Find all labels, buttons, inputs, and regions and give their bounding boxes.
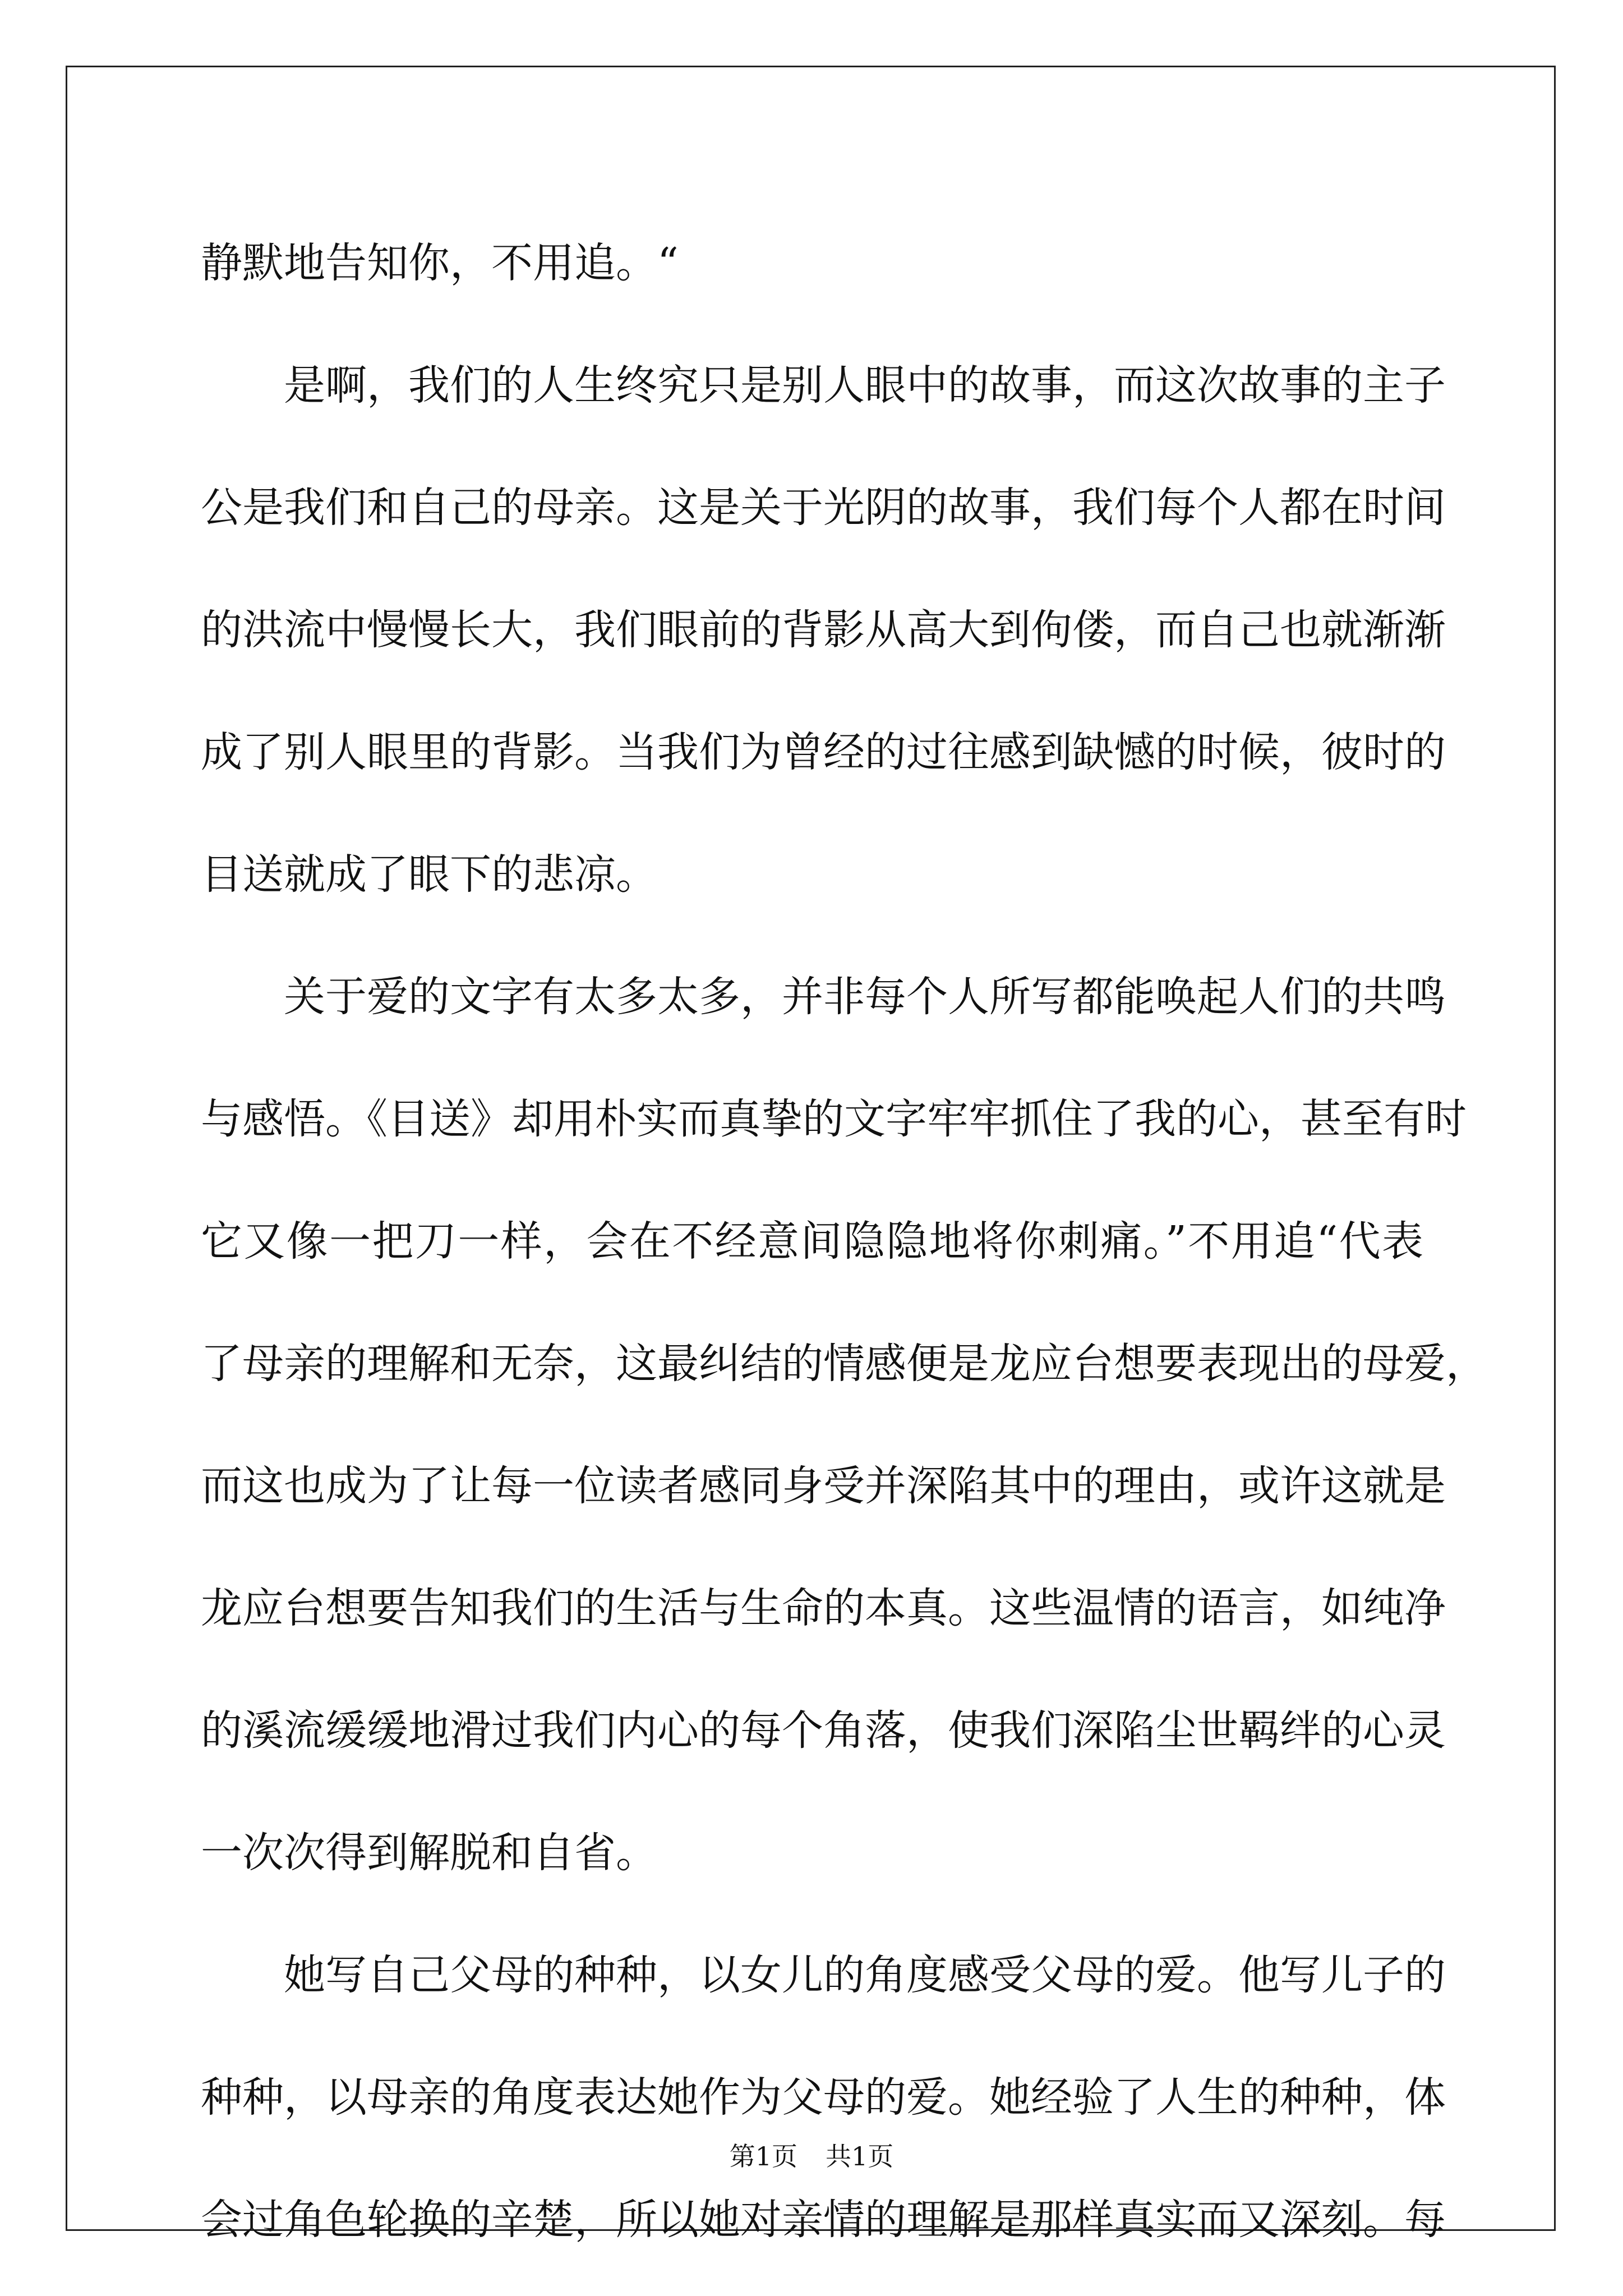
text-line: 是啊，我们的人生终究只是别人眼中的故事，而这次故事的主子 [284, 361, 1446, 409]
text-line: 成了别人眼里的背影。当我们为曾经的过往感到缺憾的时候，彼时的 [201, 728, 1446, 776]
page-total: 共1页 [826, 2141, 894, 2171]
text-line: 了母亲的理解和无奈，这最纠结的情感便是龙应台想要表现出的母爱， [201, 1340, 1487, 1388]
text-line: 关于爱的文字有太多太多，并非每个人所写都能唤起人们的共鸣 [284, 973, 1446, 1021]
text-line: 的洪流中慢慢长大，我们眼前的背影从高大到佝偻，而自己也就渐渐 [201, 606, 1446, 654]
text-line: 静默地告知你，不用追。“ [201, 239, 679, 287]
page-number: 第1页 [729, 2141, 797, 2171]
text-line: 她写自己父母的种种，以女儿的角度感受父母的爱。他写儿子的 [284, 1951, 1446, 1999]
text-line: 的溪流缓缓地滑过我们内心的每个角落，使我们深陷尘世羁绊的心灵 [201, 1706, 1446, 1755]
text-line: 龙应台想要告知我们的生活与生命的本真。这些温情的语言，如纯净 [201, 1584, 1446, 1632]
text-line: 而这也成为了让每一位读者感同身受并深陷其中的理由，或许这就是 [201, 1462, 1446, 1510]
text-line: 目送就成了眼下的悲凉。 [201, 850, 657, 899]
text-line: 一次次得到解脱和自省。 [201, 1829, 657, 1877]
text-line: 与感悟。《目送》却用朴实而真挚的文字牢牢抓住了我的心，甚至有时 [201, 1095, 1467, 1143]
text-line: 会过角色轮换的辛楚，所以她对亲情的理解是那样真实而又深刻。每 [201, 2196, 1446, 2244]
page-footer [0, 2136, 1623, 2173]
text-line: 种种，以母亲的角度表达她作为父母的爱。她经验了人生的种种，体 [201, 2073, 1446, 2122]
text-line: 公是我们和自己的母亲。这是关于光阴的故事，我们每个人都在时间 [201, 484, 1446, 532]
document-body [201, 202, 1487, 2281]
text-line: 它又像一把刀一样，会在不经意间隐隐地将你刺痛。”不用追“代表 [201, 1217, 1423, 1266]
